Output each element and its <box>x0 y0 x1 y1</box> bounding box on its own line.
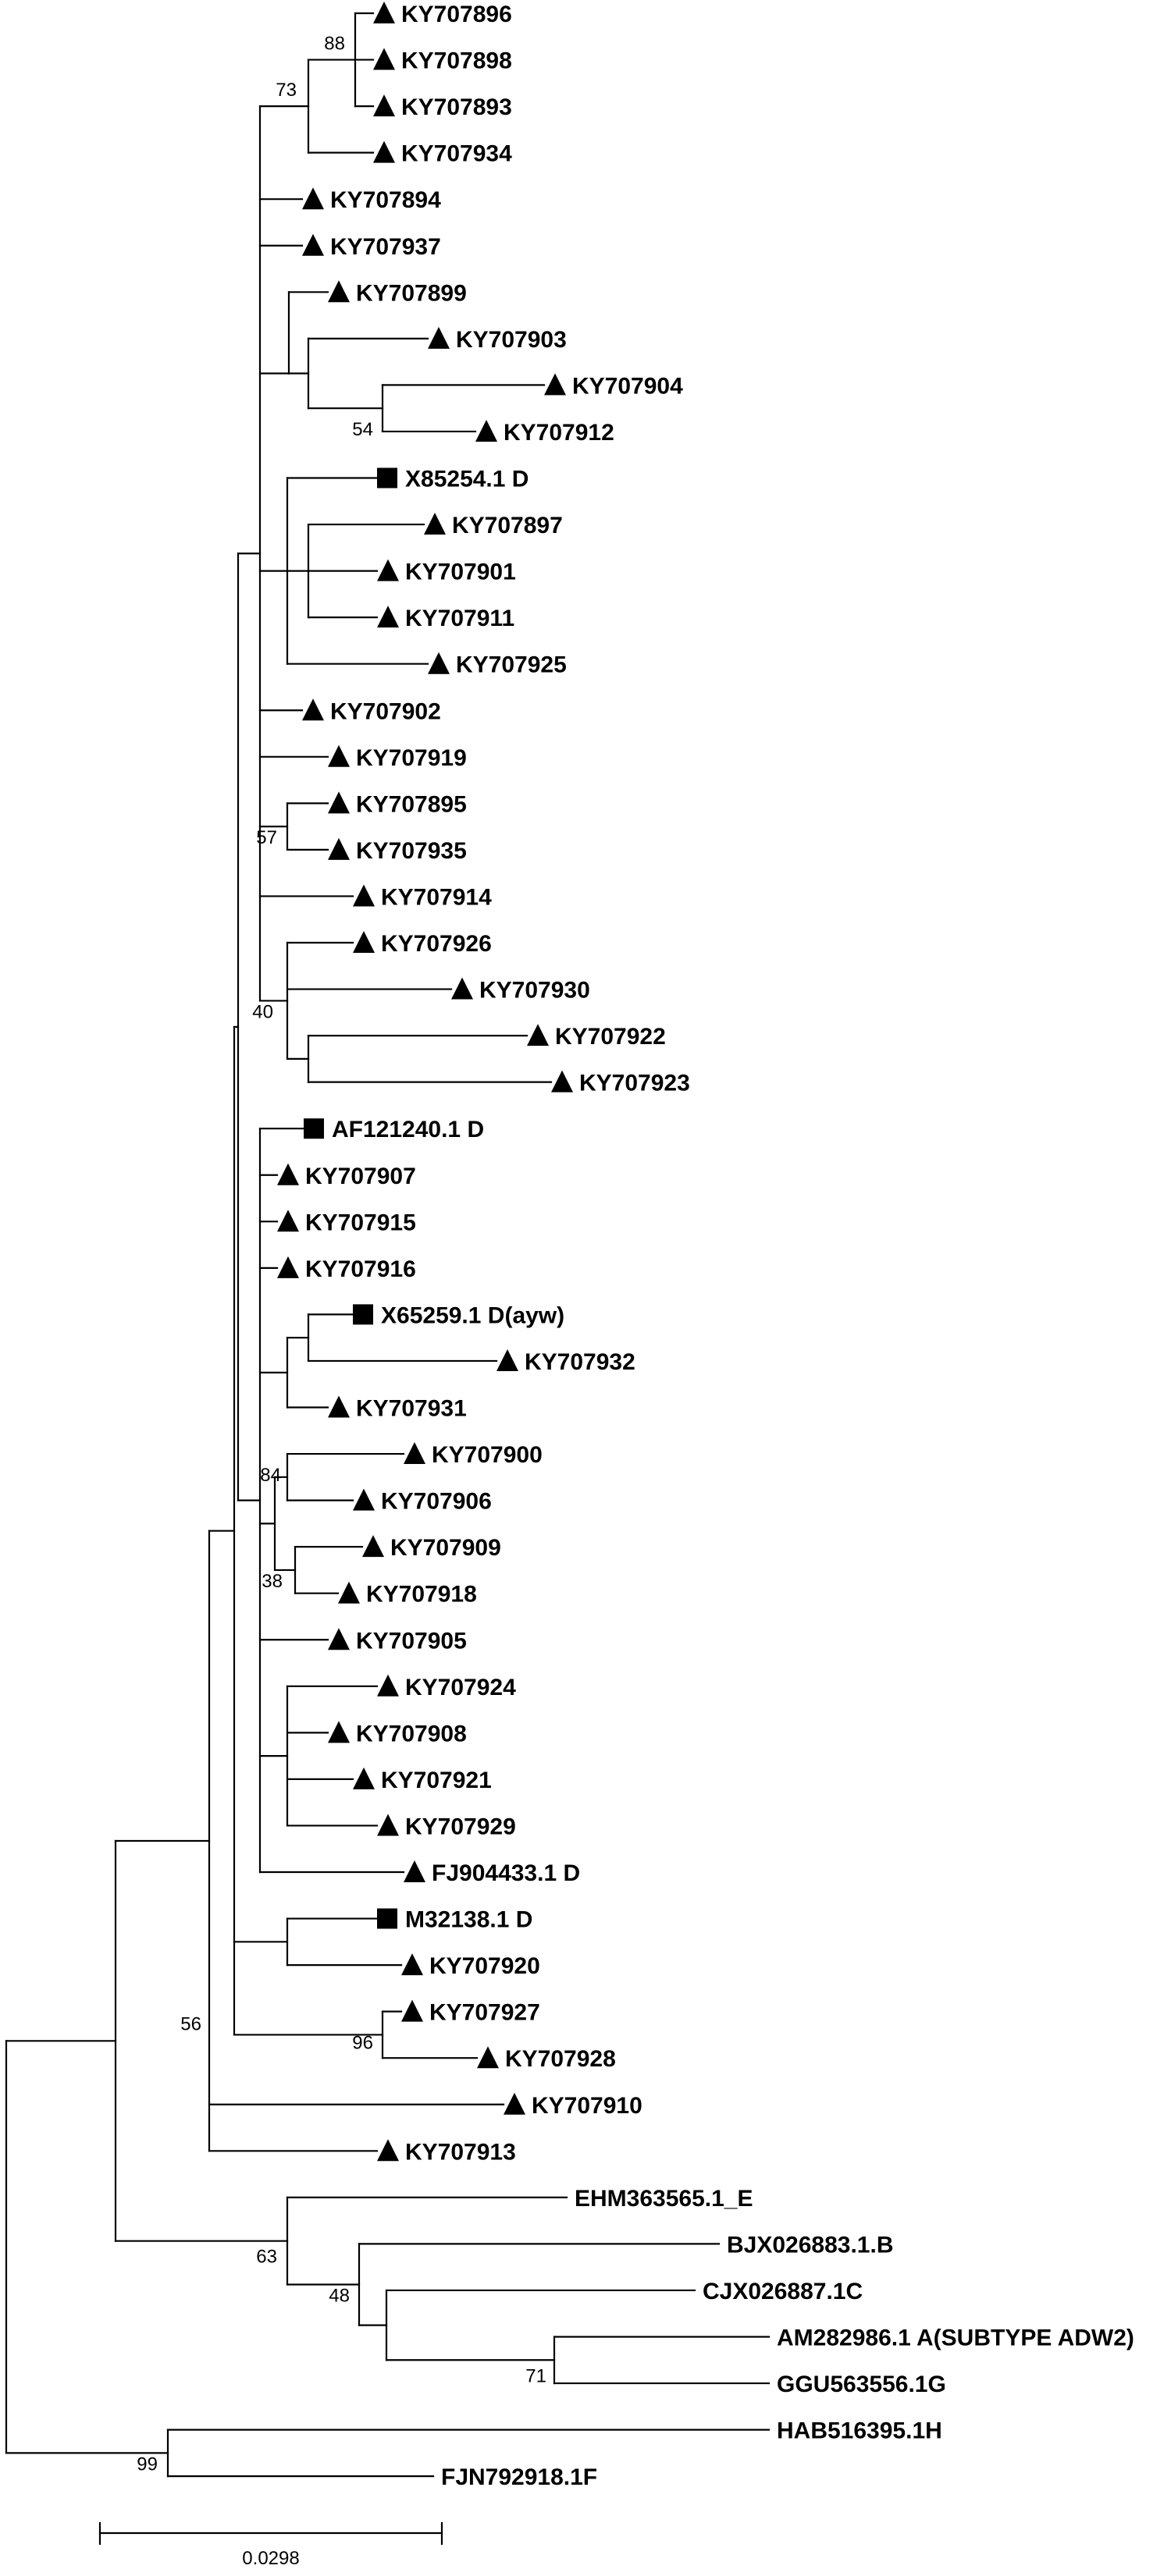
leaf-label-l43: KY707920 <box>429 1953 540 1980</box>
triangle-marker-icon <box>302 698 324 720</box>
triangle-marker-icon <box>328 1721 350 1743</box>
bootstrap-values <box>137 34 546 2475</box>
triangle-marker-icon <box>377 1675 399 1697</box>
leaf-label-l13: KY707901 <box>405 559 516 585</box>
leaf-label-l54: FJN792918.1F <box>441 2464 598 2491</box>
leaf-label-l17: KY707919 <box>356 744 467 771</box>
triangle-marker-icon <box>328 1396 350 1418</box>
triangle-marker-icon <box>377 560 399 581</box>
leaf-label-l44: KY707927 <box>429 1999 540 2026</box>
leaf-label-l9: KY707904 <box>572 373 683 400</box>
triangle-marker-icon <box>551 1071 573 1093</box>
triangle-marker-icon <box>302 187 324 209</box>
leaf-label-l35: KY707918 <box>366 1581 477 1608</box>
triangle-marker-icon <box>373 141 395 163</box>
leaf-label-l28: KY707916 <box>305 1256 416 1282</box>
triangle-marker-icon <box>353 1489 375 1511</box>
triangle-marker-icon <box>377 2139 399 2161</box>
leaf-label-l33: KY707906 <box>381 1488 492 1515</box>
triangle-marker-icon <box>377 1814 399 1835</box>
triangle-marker-icon <box>377 606 399 627</box>
bootstrap-value: 84 <box>260 1464 281 1486</box>
leaf-label-l29: X65259.1 D(ayw) <box>381 1302 565 1329</box>
leaf-label-l23: KY707922 <box>555 1024 666 1050</box>
leaf-labels <box>277 2 1134 2490</box>
leaf-label-l25: AF121240.1 D <box>332 1117 485 1143</box>
leaf-label-l1: KY707896 <box>401 2 512 27</box>
leaf-label-l46: KY707910 <box>532 2092 642 2119</box>
triangle-marker-icon <box>373 48 395 70</box>
triangle-marker-icon <box>373 94 395 116</box>
triangle-marker-icon <box>428 652 450 674</box>
square-marker-icon <box>304 1118 324 1139</box>
bootstrap-value: 96 <box>352 2032 373 2054</box>
leaf-label-l14: KY707911 <box>405 606 515 632</box>
leaf-label-l3: KY707893 <box>401 94 512 121</box>
bootstrap-value: 38 <box>262 1570 283 1592</box>
triangle-marker-icon <box>477 2046 499 2068</box>
leaf-label-l32: KY707900 <box>432 1442 543 1469</box>
triangle-marker-icon <box>328 280 350 302</box>
bootstrap-value: 48 <box>329 2285 350 2307</box>
square-marker-icon <box>353 1304 373 1324</box>
leaf-label-l41: FJ904433.1 D <box>432 1860 581 1886</box>
leaf-label-l37: KY707924 <box>405 1674 516 1700</box>
triangle-marker-icon <box>353 1768 375 1789</box>
leaf-label-l11: X85254.1 D <box>405 466 529 492</box>
leaf-label-l38: KY707908 <box>356 1721 467 1747</box>
triangle-marker-icon <box>428 327 450 349</box>
triangle-marker-icon <box>277 1164 299 1185</box>
triangle-marker-icon <box>497 1349 518 1371</box>
leaf-label-l51: AM282986.1 A(SUBTYPE ADW2) <box>777 2325 1134 2351</box>
leaf-label-l12: KY707897 <box>452 513 563 539</box>
leaf-label-l49: BJX026883.1.B <box>727 2232 894 2258</box>
bootstrap-value: 63 <box>256 2246 277 2268</box>
bootstrap-value: 56 <box>180 2013 201 2035</box>
leaf-label-l52: GGU563556.1G <box>777 2372 946 2398</box>
leaf-label-l16: KY707902 <box>330 698 441 725</box>
triangle-marker-icon <box>362 1535 384 1557</box>
leaf-label-l2: KY707898 <box>401 48 512 74</box>
triangle-marker-icon <box>475 420 497 442</box>
bootstrap-value: 71 <box>525 2365 546 2387</box>
triangle-marker-icon <box>404 1442 425 1464</box>
leaf-label-l7: KY707899 <box>356 280 467 307</box>
square-marker-icon <box>377 1909 397 1929</box>
leaf-label-l22: KY707930 <box>479 977 590 1004</box>
leaf-label-l6: KY707937 <box>330 233 441 260</box>
triangle-marker-icon <box>527 1024 549 1046</box>
square-marker-icon <box>377 468 397 489</box>
leaf-label-l40: KY707929 <box>405 1814 516 1840</box>
leaf-label-l4: KY707934 <box>401 140 512 167</box>
leaf-label-l53: HAB516395.1H <box>777 2418 942 2444</box>
bootstrap-value: 73 <box>276 80 297 101</box>
triangle-marker-icon <box>302 234 324 256</box>
bootstrap-value: 40 <box>252 1001 273 1023</box>
triangle-marker-icon <box>353 884 375 906</box>
triangle-marker-icon <box>328 1628 350 1650</box>
leaf-label-l20: KY707914 <box>381 884 492 911</box>
leaf-label-l31: KY707931 <box>356 1395 467 1422</box>
scale-bar-label: 0.0298 <box>242 2548 300 2569</box>
leaf-label-l21: KY707926 <box>381 931 492 957</box>
leaf-label-l30: KY707932 <box>525 1348 635 1375</box>
bootstrap-value: 57 <box>256 827 277 849</box>
bootstrap-value: 88 <box>324 33 345 55</box>
triangle-marker-icon <box>328 745 350 767</box>
triangle-marker-icon <box>451 978 473 1000</box>
leaf-label-l50: CJX026887.1C <box>703 2278 863 2304</box>
leaf-label-l47: KY707913 <box>405 2139 516 2166</box>
leaf-label-l26: KY707907 <box>305 1163 416 1189</box>
leaf-label-l24: KY707923 <box>579 1070 690 1096</box>
triangle-marker-icon <box>277 1210 299 1231</box>
bootstrap-value: 99 <box>137 2453 158 2475</box>
leaf-label-l36: KY707905 <box>356 1628 467 1654</box>
bootstrap-value: 54 <box>352 418 373 440</box>
leaf-label-l10: KY707912 <box>504 419 614 446</box>
leaf-label-l34: KY707909 <box>390 1535 501 1562</box>
leaf-label-l27: KY707915 <box>305 1210 416 1236</box>
leaf-label-l18: KY707895 <box>356 791 467 818</box>
triangle-marker-icon <box>277 1256 299 1278</box>
leaf-label-l15: KY707925 <box>456 652 567 678</box>
triangle-marker-icon <box>373 2 395 23</box>
leaf-label-l19: KY707935 <box>356 837 467 864</box>
triangle-marker-icon <box>424 513 446 535</box>
leaf-label-l39: KY707921 <box>381 1767 492 1793</box>
triangle-marker-icon <box>401 2000 423 2022</box>
triangle-marker-icon <box>404 1860 425 1882</box>
triangle-marker-icon <box>328 838 350 860</box>
triangle-marker-icon <box>328 791 350 813</box>
triangle-marker-icon <box>544 373 566 395</box>
triangle-marker-icon <box>504 2093 525 2115</box>
triangle-marker-icon <box>401 1953 423 1975</box>
triangle-marker-icon <box>353 931 375 953</box>
scale-bar <box>100 2523 442 2569</box>
leaf-label-l48: EHM363565.1_E <box>575 2185 753 2212</box>
triangle-marker-icon <box>338 1582 360 1604</box>
leaf-label-l5: KY707894 <box>330 187 441 214</box>
leaf-label-l45: KY707928 <box>505 2046 616 2073</box>
leaf-label-l8: KY707903 <box>456 326 567 353</box>
leaf-label-l42: M32138.1 D <box>405 1906 533 1933</box>
